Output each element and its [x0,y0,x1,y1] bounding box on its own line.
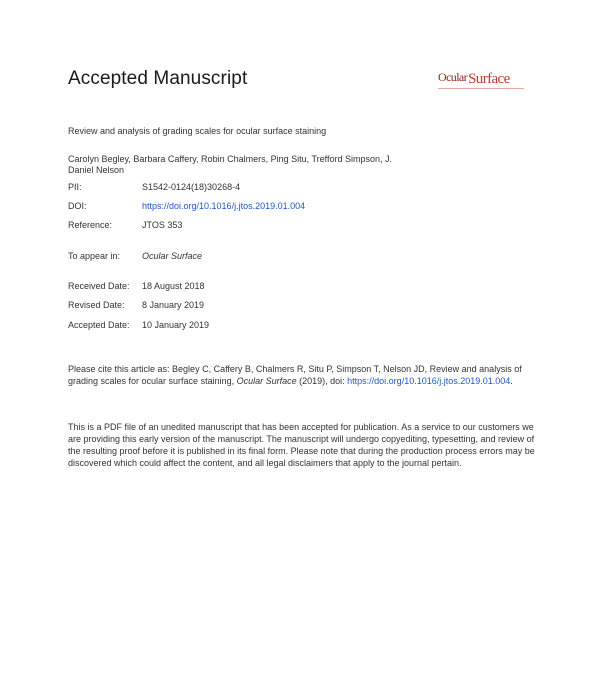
citation-paragraph [68,363,538,387]
citation-end: . [510,376,513,386]
accepted-label: Accepted Date: [68,320,130,330]
doi-label: DOI: [68,201,87,211]
received-label: Received Date: [68,281,130,291]
unedited-manuscript-notice: This is a PDF file of an unedited manuscript that has been accepted for publication. As a service to our customers we are providing this early version of the manuscript. The manuscript will undergo copyediting, typesetting, and review of the resulting proof before it is published in its final form. Please note that during the production process errors may be discovered which could affect the content, and all legal disclaimers that apply to the journal pertain. [68,422,535,468]
author-line-1: Carolyn Begley, Barbara Caffery, Robin Chalmers, Ping Situ, Trefford Simpson, J. [68,154,392,164]
pii-label: PII: [68,182,82,192]
article-title: Review and analysis of grading scales for ocular surface staining [68,126,327,136]
journal-logo-prefix: Ocular [438,70,468,84]
citation-text: Please cite this article as: Begley C, Caffery B, Chalmers R, Situ P, Simpson T, Nelson JD, Review and analysis of grading scales for ocular surface staining, [68,364,522,386]
reference-value: JTOS 353 [142,220,183,230]
accepted-value: 10 January 2019 [142,320,210,330]
pii-value: S1542-0124(18)30268-4 [142,182,241,192]
author-line-2: Daniel Nelson [68,165,125,175]
journal-logo-name: Surface [468,71,510,87]
citation-journal: Ocular Surface [236,376,297,386]
citation-text-2: (2019), doi: [296,376,348,386]
revised-value: 8 January 2019 [142,300,205,310]
author-list [68,154,438,176]
doi-link[interactable]: https://doi.org/10.1016/j.jtos.2019.01.004 [142,201,306,211]
journal-logo [438,70,510,88]
revised-label: Revised Date: [68,300,125,310]
reference-label: Reference: [68,220,113,230]
appear-value: Ocular Surface [142,251,203,261]
accepted-manuscript-heading: Accepted Manuscript [68,68,248,89]
citation-doi-link[interactable]: https://doi.org/10.1016/j.jtos.2019.01.004 [347,376,511,386]
received-value: 18 August 2018 [142,281,205,291]
appear-label: To appear in: [68,251,121,261]
journal-logo-underline [438,88,524,89]
